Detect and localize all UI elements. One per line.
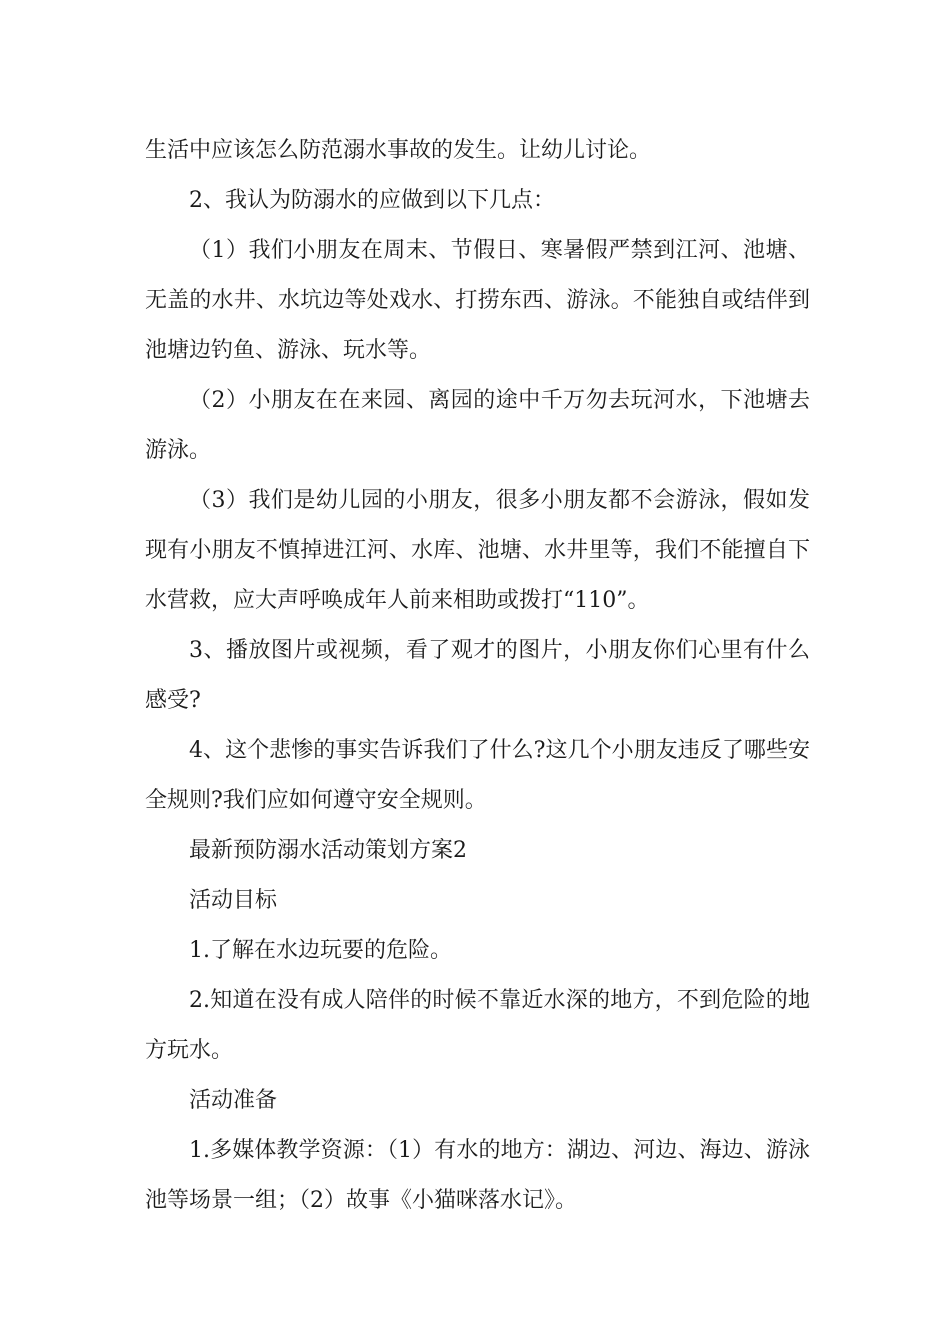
section-heading: 活动准备 — [189, 1088, 278, 1113]
document-body — [145, 126, 810, 1226]
paragraph: （3）我们是幼儿园的小朋友，很多小朋友都不会游泳，假如发现有小朋友不慎掉进江河、水库、池塘、水井里等，我们不能擅自下水营救，应大声呼唤成年人前来相助或拨打“110”。 — [145, 488, 810, 613]
paragraph: 2、我认为防溺水的应做到以下几点： — [189, 188, 555, 213]
paragraph: 1.了解在水边玩要的危险。 — [189, 938, 452, 963]
paragraph: （1）我们小朋友在周末、节假日、寒暑假严禁到江河、池塘、无盖的水井、水坑边等处戏水、打捞东西、游泳。不能独自或结伴到池塘边钓鱼、游泳、玩水等。 — [145, 238, 810, 363]
paragraph: 1.多媒体教学资源：（1）有水的地方：湖边、河边、海边、游泳池等场景一组；（2）故事《小猫咪落水记》。 — [145, 1138, 810, 1213]
paragraph: （2）小朋友在在来园、离园的途中千万勿去玩河水，下池塘去游泳。 — [145, 388, 810, 463]
paragraph: 3、播放图片或视频，看了观才的图片，小朋友你们心里有什么感受? — [145, 638, 810, 713]
paragraph: 生活中应该怎么防范溺水事故的发生。让幼儿讨论。 — [145, 138, 652, 163]
paragraph: 4、这个悲惨的事实告诉我们了什么?这几个小朋友违反了哪些安全规则?我们应如何遵守安全规则。 — [145, 738, 810, 813]
paragraph: 2.知道在没有成人陪伴的时候不靠近水深的地方，不到危险的地方玩水。 — [145, 988, 810, 1063]
section-heading: 活动目标 — [189, 888, 278, 913]
section-heading: 最新预防溺水活动策划方案2 — [189, 838, 467, 863]
